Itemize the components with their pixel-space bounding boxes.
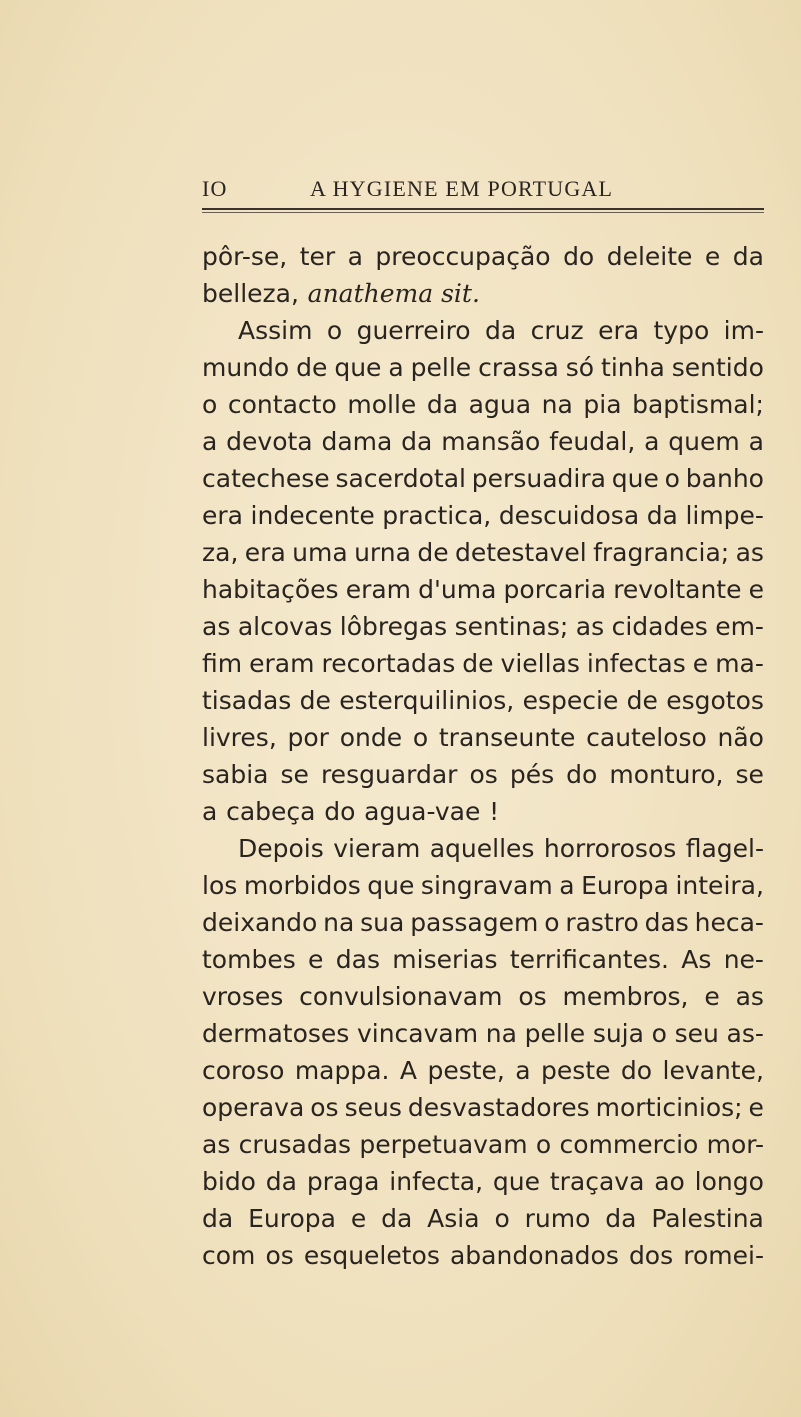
text-line: dermatoses vincavam na pelle suja o seu as- — [202, 1019, 764, 1048]
text-line: vroses convulsionavam os membros, e as — [202, 982, 764, 1011]
text-line: com os esqueletos abandonados dos romei- — [202, 1241, 764, 1270]
text-line: livres, por onde o transeunte cauteloso não — [202, 723, 764, 752]
text-line: sabia se resguardar os pés do monturo, se — [202, 760, 764, 789]
text-line — [202, 275, 764, 312]
text-line: da Europa e da Asia o rumo da Palestina — [202, 1204, 764, 1233]
text-line: catechese sacerdotal persuadira que o banho — [202, 464, 764, 493]
page-number: IO — [202, 176, 228, 201]
text-line: za, era uma urna de detestavel fragrancia; as — [202, 538, 764, 567]
running-head — [202, 172, 764, 202]
header-rule-thin — [202, 212, 764, 213]
body-text — [202, 238, 764, 1274]
running-title: A HYGIENE EM PORTUGAL — [310, 176, 614, 201]
text-line: fim eram recortadas de viellas infectas e ma- — [202, 649, 764, 678]
italic-phrase: anathema sit. — [307, 279, 480, 308]
paragraph-start-line: Assim o guerreiro da cruz era typo im- — [238, 316, 764, 345]
text-line: o contacto molle da agua na pia baptismal; — [202, 390, 764, 419]
text-line: habitações eram d'uma porcaria revoltante e — [202, 575, 764, 604]
text-line: tisadas de esterquilinios, especie de esgotos — [202, 686, 764, 715]
text-line: a cabeça do agua-vae ! — [202, 797, 500, 826]
text-line: era indecente practica, descuidosa da limpe- — [202, 501, 764, 530]
text-line: pôr-se, ter a preoccupação do deleite e da — [202, 242, 764, 271]
text-line: tombes e das miserias terrificantes. As ne- — [202, 945, 764, 974]
text-line: as alcovas lôbregas sentinas; as cidades em- — [202, 612, 764, 641]
text-line: mundo de que a pelle crassa só tinha sentido — [202, 353, 764, 382]
text-line: coroso mappa. A peste, a peste do levante, — [202, 1056, 764, 1085]
text-line: operava os seus desvastadores morticinios; e — [202, 1093, 764, 1122]
text-line: los morbidos que singravam a Europa inteira, — [202, 871, 764, 900]
header-rule — [202, 208, 764, 210]
text-line: a devota dama da mansão feudal, a quem a — [202, 427, 764, 456]
text-fragment: belleza, — [202, 279, 299, 308]
text-line: as crusadas perpetuavam o commercio mor- — [202, 1130, 764, 1159]
text-line: bido da praga infecta, que traçava ao longo — [202, 1167, 764, 1196]
text-line: deixando na sua passagem o rastro das heca- — [202, 908, 764, 937]
paragraph-start-line: Depois vieram aquelles horrorosos flagel- — [238, 834, 764, 863]
